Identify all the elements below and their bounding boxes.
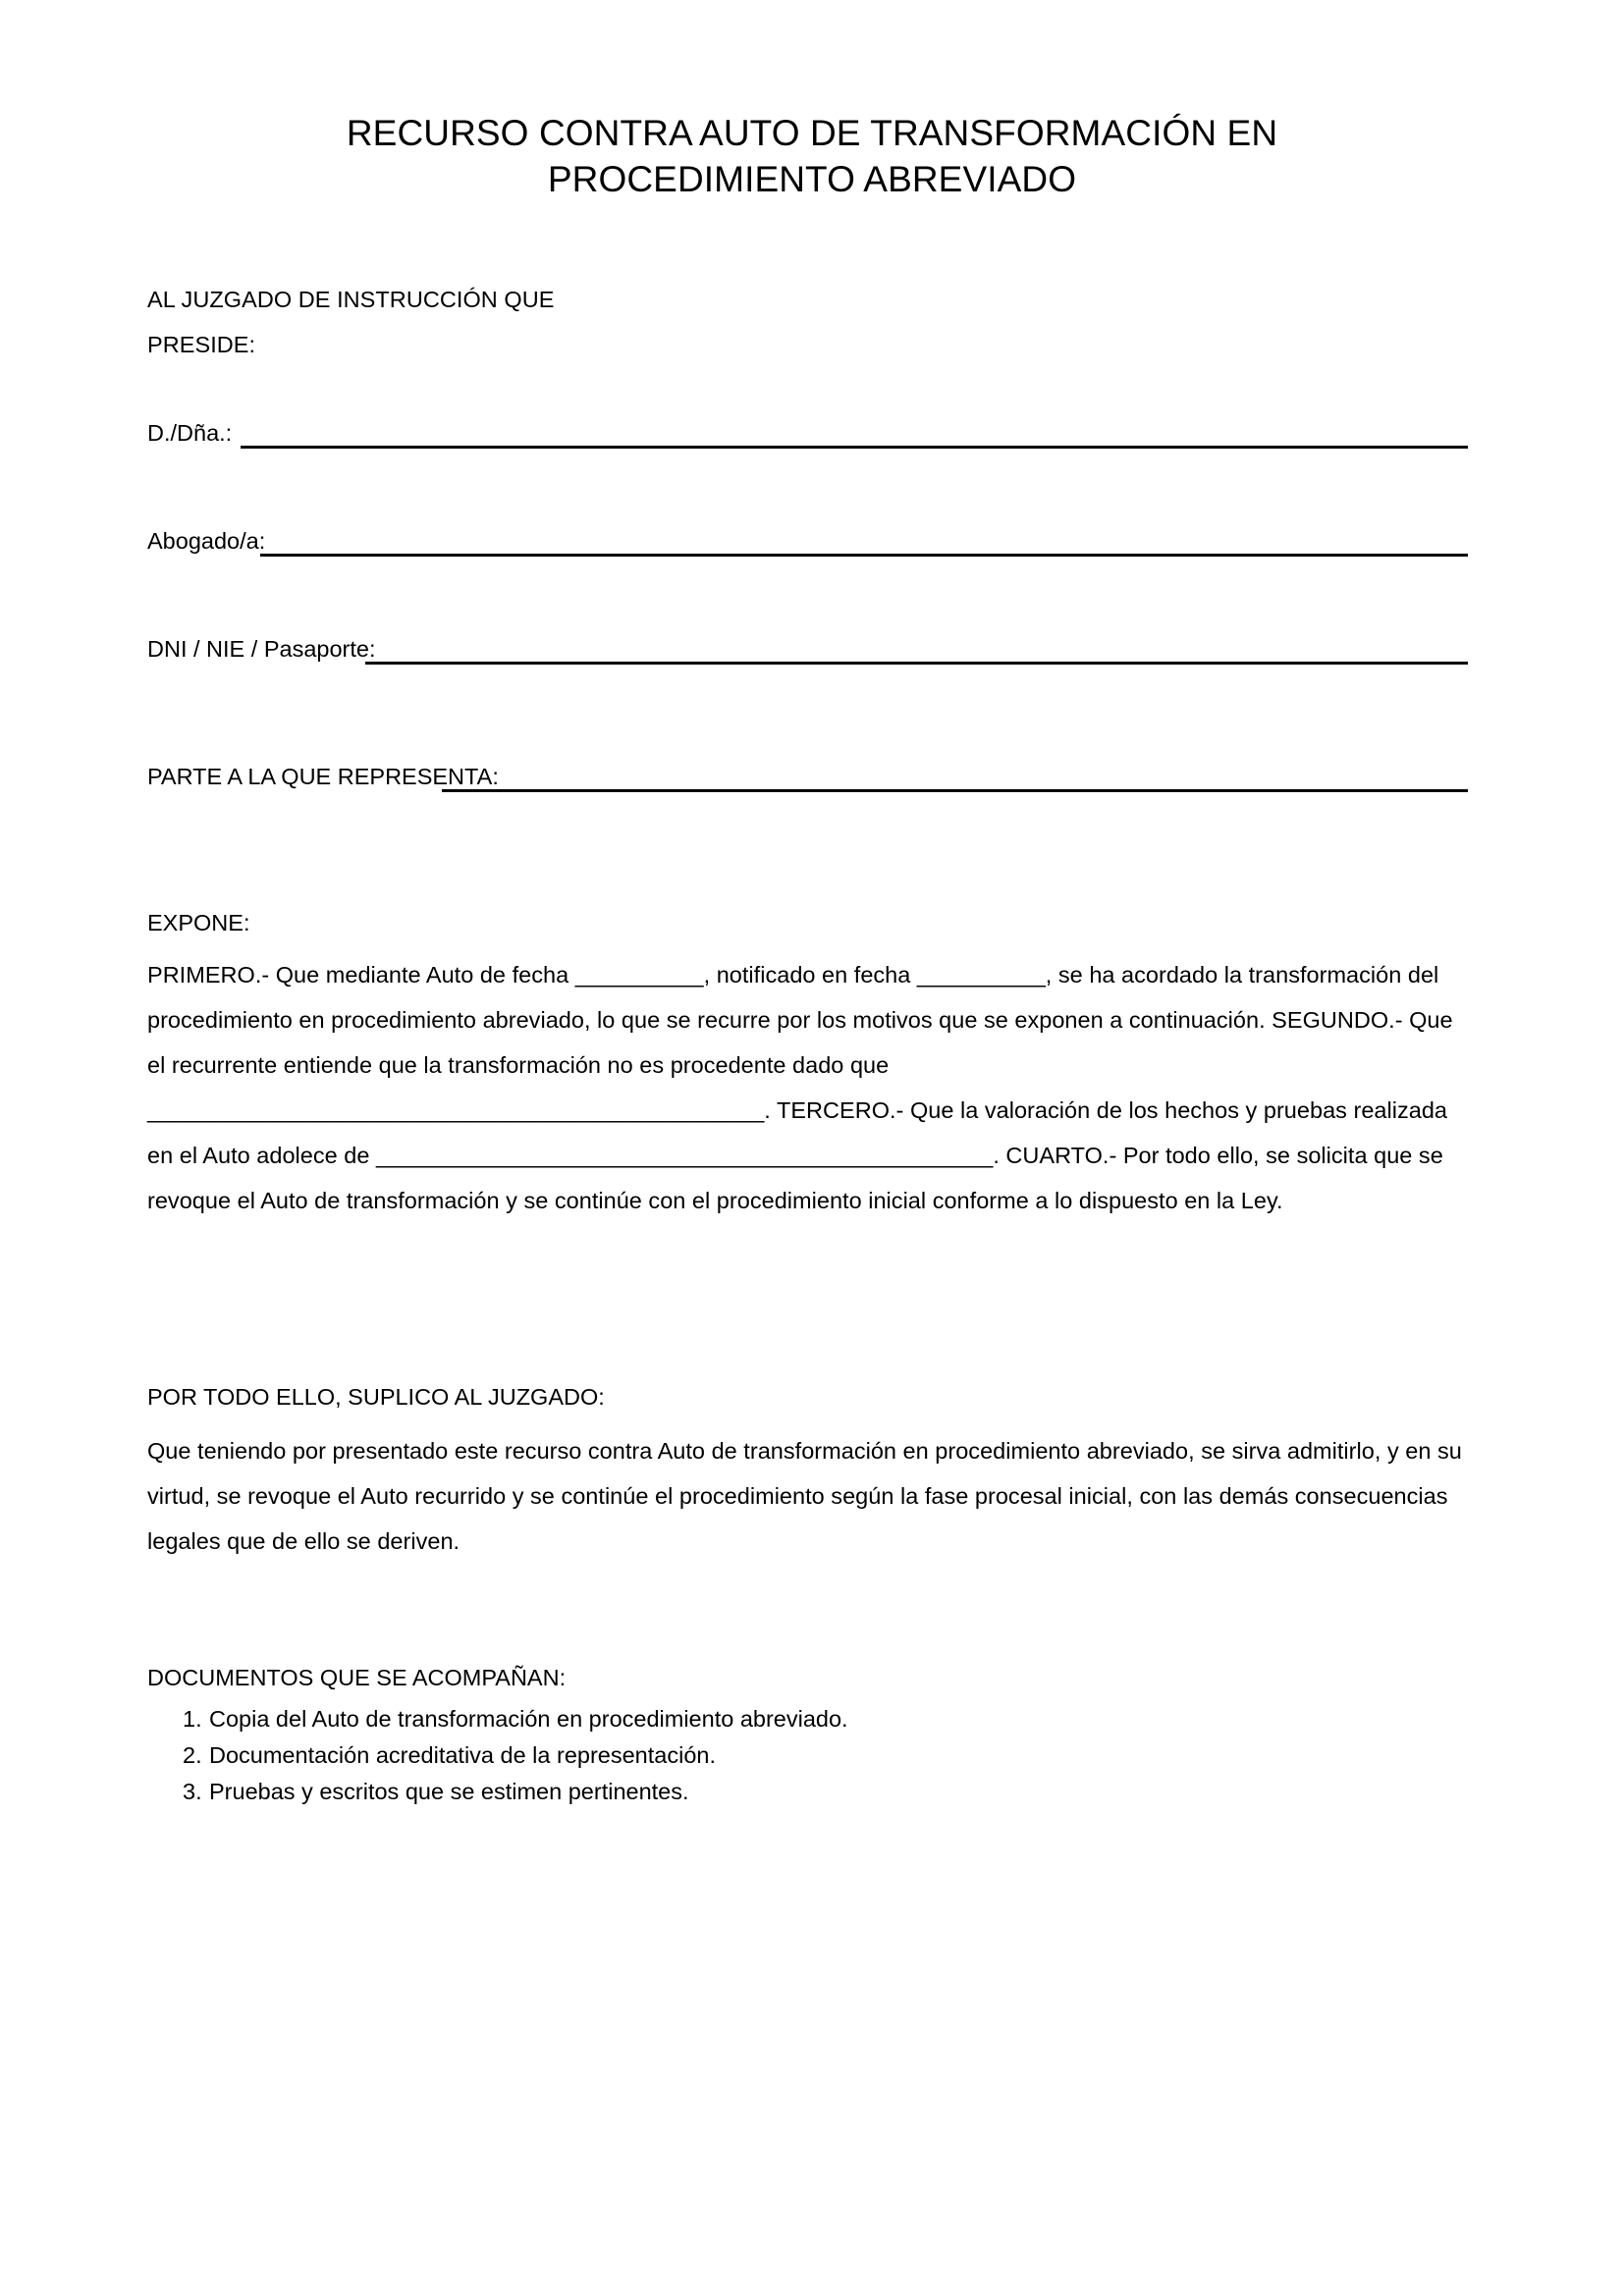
list-item-text: Copia del Auto de transformación en procedimiento abreviado. bbox=[209, 1706, 848, 1732]
section-heading-documentos: DOCUMENTOS QUE SE ACOMPAÑAN: bbox=[147, 1665, 567, 1690]
list-item-text: Pruebas y escritos que se estimen pertinentes. bbox=[209, 1779, 689, 1804]
field-row-nombre bbox=[147, 410, 1477, 455]
list-item bbox=[183, 1737, 1361, 1774]
addressee-line-2: PRESIDE: bbox=[147, 332, 256, 357]
field-row-dni bbox=[147, 626, 1477, 671]
page-title-line-1: RECURSO CONTRA AUTO DE TRANSFORMACIÓN EN bbox=[346, 113, 1278, 153]
paragraph-expone: PRIMERO.- Que mediante Auto de fecha __________, notificado en fecha __________, se ha acordado la transformación del procedimiento en procedimiento abreviado, lo que se recurre por los motivos que se exponen a continuación. SEGUNDO.- Que el recurrente entiende que la transformación no es procedente dado que ________________________________________________. TERCERO.- Que la valoración de los hechos y pruebas realizada en el Auto adolece de ________________________________________________. CUARTO.- Por todo ello, se solicita que se revoque el Auto de transformación y se continúe con el procedimiento inicial conforme a lo dispuesto en la Ley. bbox=[147, 962, 1453, 1213]
addressee-block bbox=[147, 277, 1031, 367]
section-heading-suplico: POR TODO ELLO, SUPLICO AL JUZGADO: bbox=[147, 1384, 605, 1410]
field-rule-dni[interactable] bbox=[365, 662, 1468, 665]
list-item bbox=[183, 1774, 1361, 1810]
field-rule-nombre[interactable] bbox=[241, 446, 1468, 449]
list-item-number: 2. bbox=[183, 1742, 202, 1768]
documentos-list bbox=[147, 1701, 1361, 1810]
field-label-nombre: D./Dña.: bbox=[147, 420, 233, 446]
page-title-line-2: PROCEDIMIENTO ABREVIADO bbox=[547, 159, 1077, 199]
field-label-dni: DNI / NIE / Pasaporte: bbox=[147, 636, 376, 662]
list-item-text: Documentación acreditativa de la representación. bbox=[209, 1742, 716, 1768]
field-label-parte-representada: PARTE A LA QUE REPRESENTA: bbox=[147, 764, 499, 789]
field-rule-abogado[interactable] bbox=[260, 554, 1468, 557]
field-row-abogado bbox=[147, 518, 1477, 563]
list-item-number: 1. bbox=[183, 1706, 202, 1732]
list-item-number: 3. bbox=[183, 1779, 202, 1804]
section-heading-expone: EXPONE: bbox=[147, 910, 250, 935]
page-title bbox=[147, 110, 1477, 202]
field-label-abogado: Abogado/a: bbox=[147, 528, 266, 554]
field-row-parte-representada bbox=[147, 754, 1477, 799]
paragraph-suplico: Que teniendo por presentado este recurso contra Auto de transformación en procedimiento abreviado, se sirva admitirlo, y en su virtud, se revoque el Auto recurrido y se continúe el procedimiento según la fase procesal inicial, con las demás consecuencias legales que de ello se deriven. bbox=[147, 1438, 1462, 1554]
field-rule-parte-representada[interactable] bbox=[442, 789, 1468, 792]
addressee-line-1: AL JUZGADO DE INSTRUCCIÓN QUE bbox=[147, 287, 555, 312]
list-item bbox=[183, 1701, 1361, 1737]
